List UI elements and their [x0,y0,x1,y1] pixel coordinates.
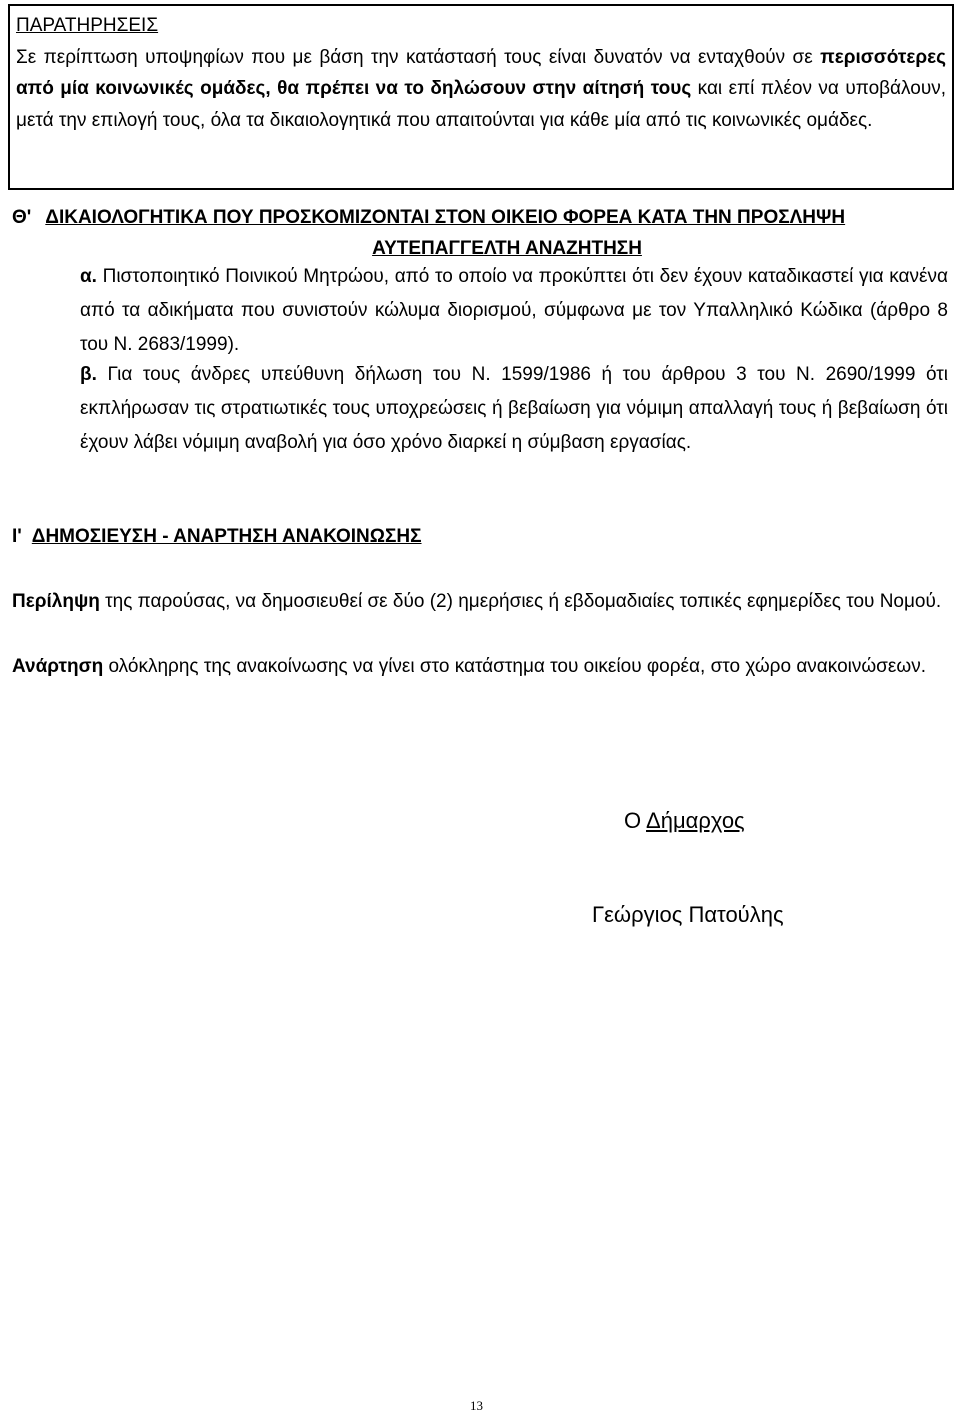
notes-box [8,4,954,190]
list-item [80,260,948,362]
section-iota-title: ΔΗΜΟΣΙΕΥΣΗ - ΑΝΑΡΤΗΣΗ ΑΝΑΚΟΙΝΩΣΗΣ [31,526,422,547]
notes-text-part2: και επί πλέον να υποβάλουν, μετά την επιλογή τους, όλα τα δικαιολογητικά που απαιτούνται για κάθε μία από τις κοινωνικές ομάδες. [16,78,946,131]
list-item-letter: β. [80,364,97,385]
notes-text-part1: Σε περίπτωση υποψηφίων που με βάση την κατάστασή τους είναι δυνατόν να ενταχθούν σε [16,46,821,68]
section-theta-title-line2: ΑΥΤΕΠΑΓΓΕΛΤΗ ΑΝΑΖΗΤΗΣΗ [372,238,642,259]
posting-bold: Ανάρτηση [12,656,104,677]
posting-paragraph [12,650,942,684]
section-iota-label: Ι' [12,526,22,547]
section-theta-title-line1: ΔΙΚΑΙΟΛΟΓΗΤΙΚΑ ΠΟΥ ΠΡΟΣΚΟΜΙΖΟΝΤΑΙ ΣΤΟΝ ΟΙΚΕΙΟ ΦΟΡΕΑ ΚΑΤΑ ΤΗΝ ΠΡΟΣΛΗΨΗ [45,207,846,228]
signature-role-title: Δήμαρχος [646,808,745,833]
summary-bold: Περίληψη [12,591,100,612]
summary-paragraph [12,585,942,619]
summary-text: της παρούσας, να δημοσιευθεί σε δύο (2) ημερήσιες ή εβδομαδιαίες τοπικές εφημερίδες του Νομού. [99,591,942,612]
notes-title: ΠΑΡΑΤΗΡΗΣΕΙΣ [16,15,159,36]
notes-text-bold: περισσότερες από μία κοινωνικές ομάδες, θα πρέπει να το δηλώσουν στην αίτησή τους [16,46,946,99]
section-theta-heading [12,202,942,264]
section-theta-label: Θ' [12,207,32,228]
list-item-text: Πιστοποιητικό Ποινικού Μητρώου, από το οποίο να προκύπτει ότι δεν έχουν καταδικαστεί για κανένα από τα αδικήματα που συνιστούν κώλυμα διορισμού, σύμφωνα με τον Υπαλληλικό Κώδικα (άρθρο 8 του Ν. 2683/1999). [80,266,948,355]
posting-text: ολόκληρης της ανακοίνωσης να γίνει στο κατάστημα του οικείου φορέα, στο χώρο ανακοινώσεων. [103,656,926,677]
section-iota-heading [12,520,942,554]
list-item-text: Για τους άνδρες υπεύθυνη δήλωση του Ν. 1599/1986 ή του άρθρου 3 του Ν. 2690/1999 ότι εκπλήρωσαν τις στρατιωτικές τους υποχρεώσεις ή βεβαίωση για νόμιμη απαλλαγή τους ή βεβαίωση ότι έχουν λάβει νόμιμη αναβολή για όσο χρόνο διαρκεί η σύμβαση εργασίας. [80,364,948,453]
signature-role [624,808,745,834]
list-item [80,358,948,460]
signature-role-prefix: Ο [624,808,647,833]
signature-name: Γεώργιος Πατούλης [592,902,784,927]
notes-text [16,42,946,137]
list-item-letter: α. [80,266,97,287]
page-number: 13 [470,1398,483,1413]
